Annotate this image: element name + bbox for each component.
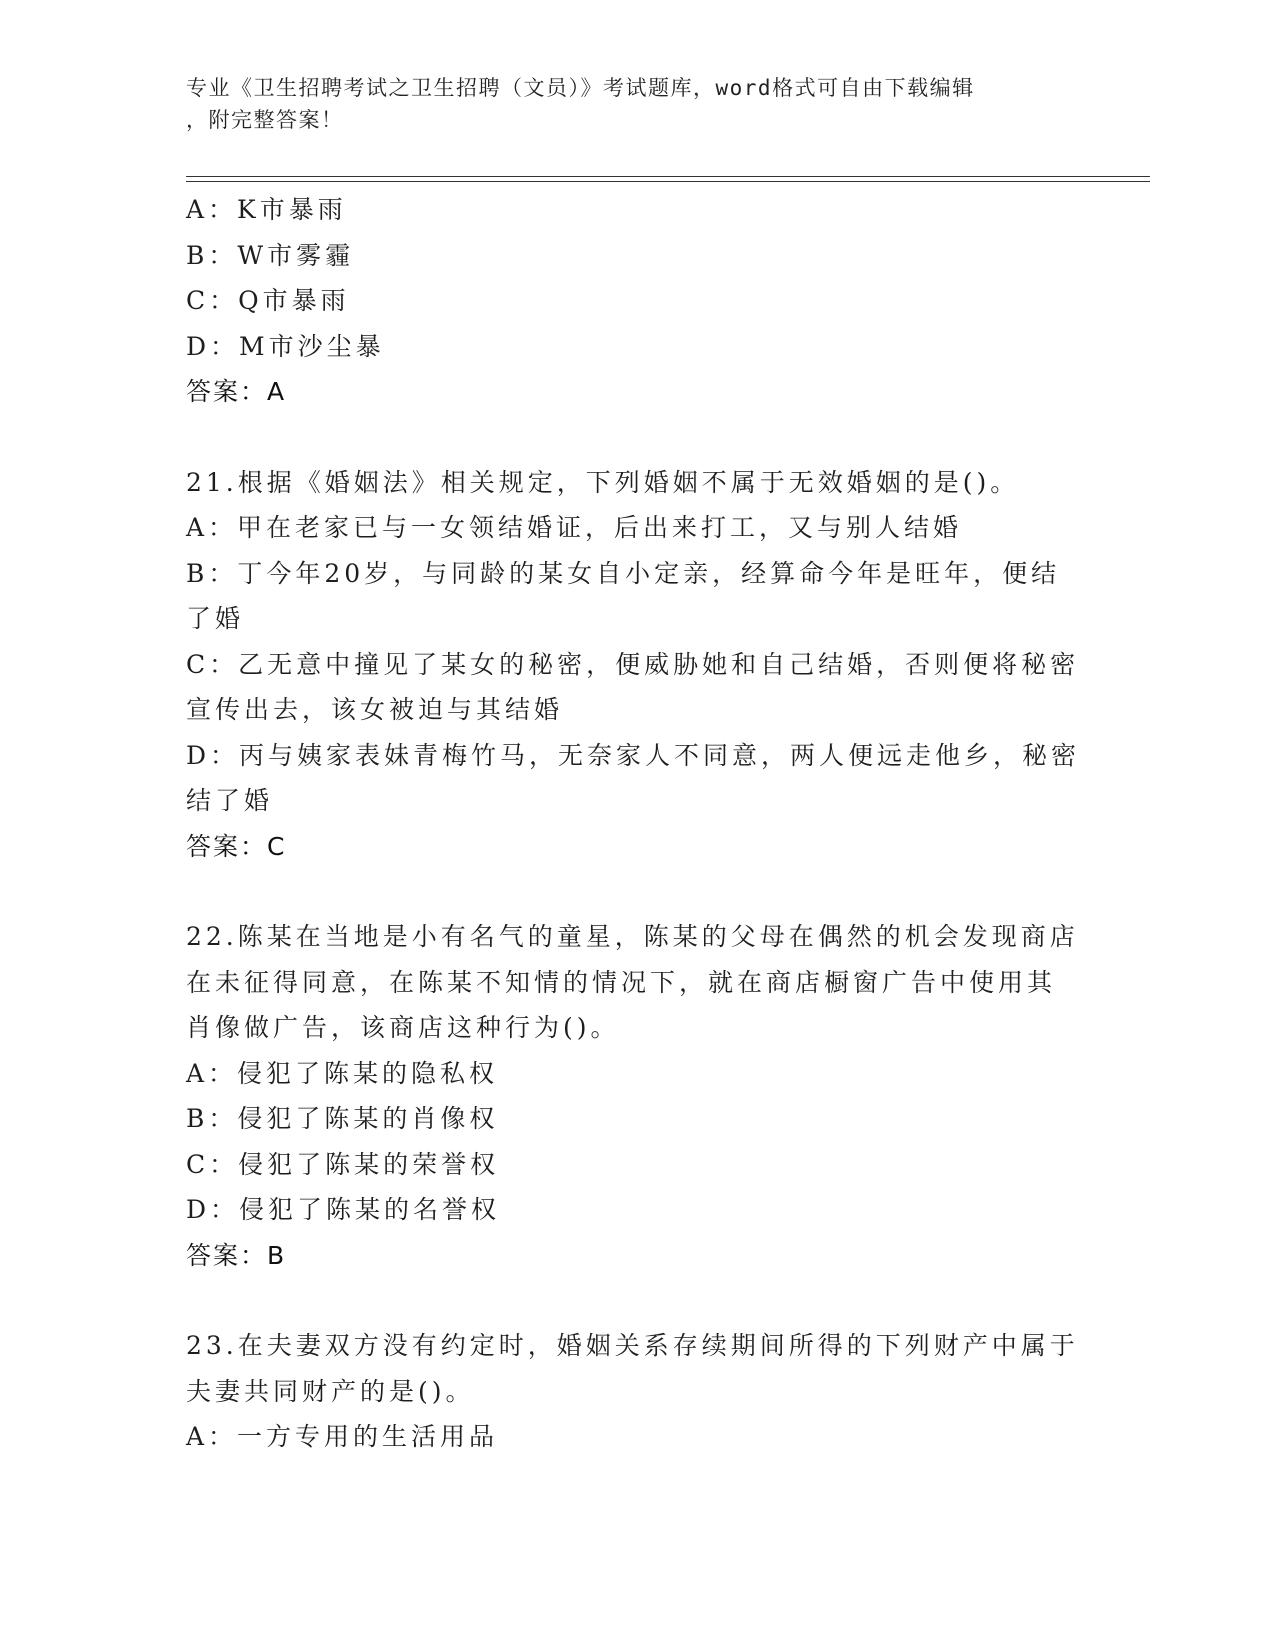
option-line: D：侵犯了陈某的名誉权 [186, 1195, 501, 1224]
option-line: A：K市暴雨 [186, 195, 347, 224]
header-line: 专业《卫生招聘考试之卫生招聘（文员）》考试题库，word格式可自由下载编辑 [186, 76, 975, 100]
question-stem: 在未征得同意，在陈某不知情的情况下，就在商店橱窗广告中使用其 [186, 967, 1057, 997]
question-block-23 [186, 1323, 1086, 1460]
question-stem: 21.根据《婚姻法》相关规定，下列婚姻不属于无效婚姻的是()。 [186, 467, 1020, 497]
option-line: B：侵犯了陈某的肖像权 [186, 1104, 499, 1133]
spacer [186, 415, 1086, 460]
answer-line: 答案：B [186, 1240, 287, 1270]
option-line: A：侵犯了陈某的隐私权 [186, 1058, 499, 1088]
question-stem: 22.陈某在当地是小有名气的童星，陈某的父母在偶然的机会发现商店 [186, 922, 1079, 951]
option-line: C：乙无意中撞见了某女的秘密，便威胁她和自己结婚，否则便将秘密 [186, 649, 1080, 679]
answer-line: 答案：A [186, 377, 287, 406]
question-block-21 [186, 460, 1086, 870]
option-line: D：M市沙尘暴 [186, 331, 385, 361]
header-divider [186, 176, 1150, 177]
page-header [186, 72, 1066, 136]
question-stem: 肖像做广告，该商店这种行为()。 [186, 1013, 620, 1042]
header-line: ，附完整答案！ [186, 108, 344, 132]
option-line: 了婚 [186, 604, 245, 633]
option-line: C：Q市暴雨 [186, 286, 350, 315]
option-line: B：丁今年20岁，与同龄的某女自小定亲，经算命今年是旺年，便结 [186, 558, 1061, 588]
option-line: C：侵犯了陈某的荣誉权 [186, 1149, 500, 1179]
question-stem: 23.在夫妻双方没有约定时，婚姻关系存续期间所得的下列财产中属于 [186, 1331, 1079, 1360]
option-line: 宣传出去，该女被迫与其结婚 [186, 695, 564, 724]
question-block-22 [186, 914, 1086, 1278]
question-block-prev [186, 187, 1086, 415]
question-list [186, 187, 1086, 1460]
answer-line: 答案：C [186, 831, 287, 861]
question-stem: 夫妻共同财产的是()。 [186, 1376, 475, 1406]
option-line: D：丙与姨家表妹青梅竹马，无奈家人不同意，两人便远走他乡，秘密 [186, 740, 1081, 770]
option-line: B：W市雾霾 [186, 240, 355, 270]
option-line: 结了婚 [186, 786, 274, 815]
spacer [186, 869, 1086, 914]
option-line: A：一方专用的生活用品 [186, 1422, 499, 1451]
header-divider [186, 181, 1150, 182]
spacer [186, 1278, 1086, 1323]
option-line: A：甲在老家已与一女领结婚证，后出来打工，又与别人结婚 [186, 513, 963, 542]
